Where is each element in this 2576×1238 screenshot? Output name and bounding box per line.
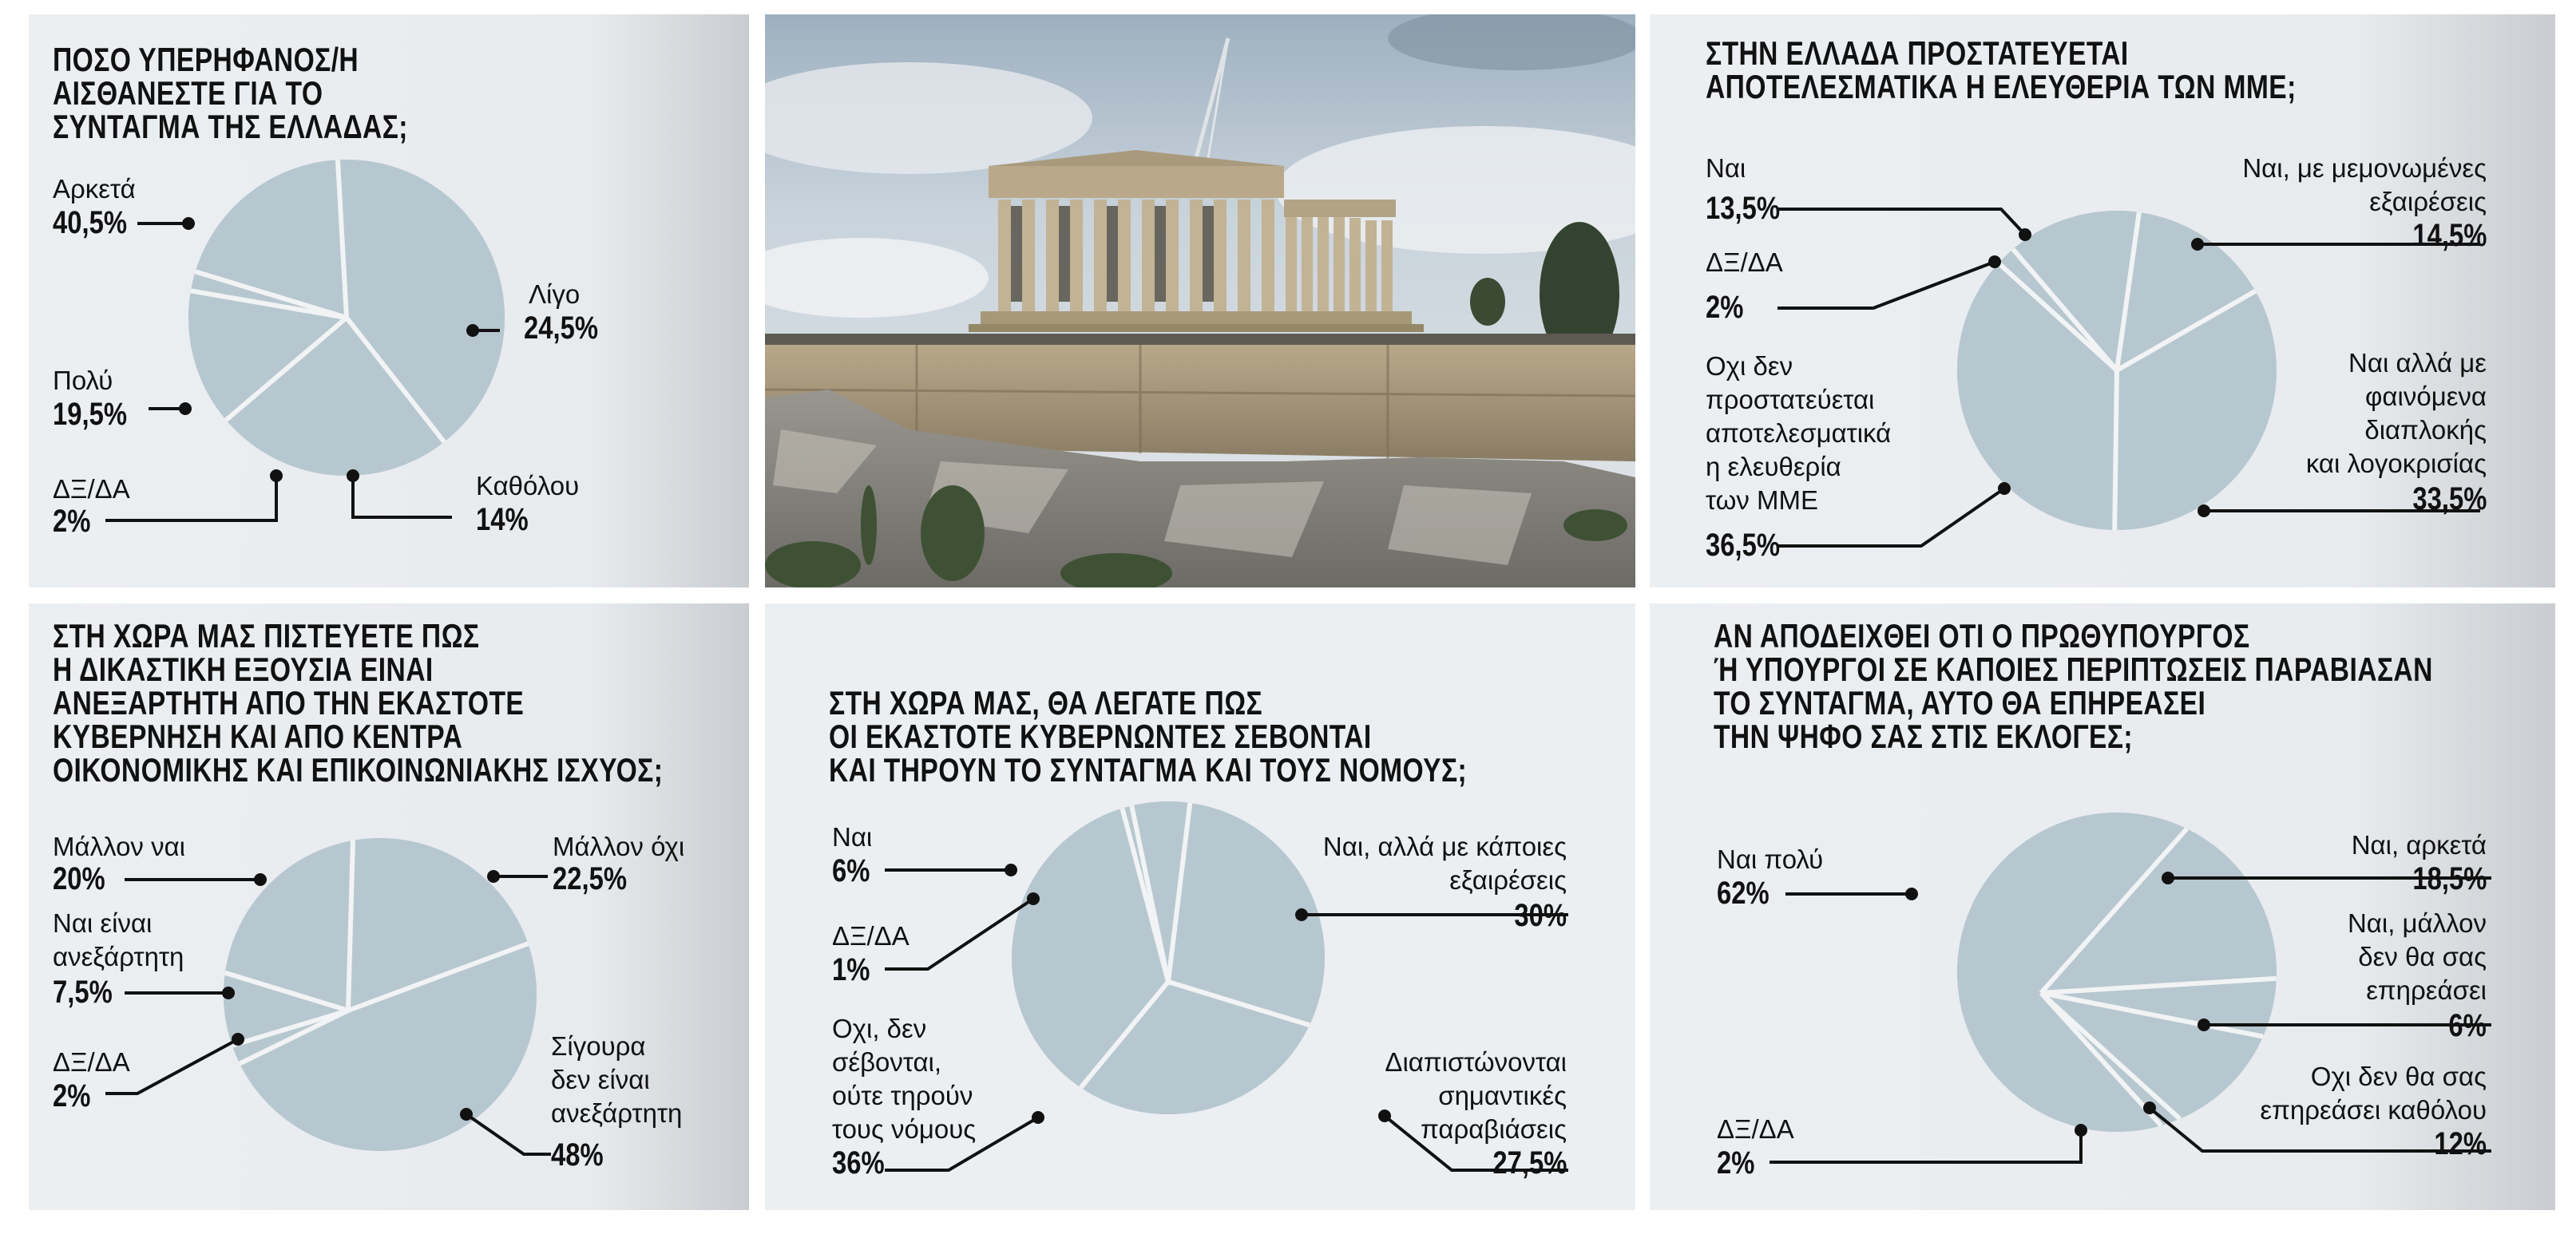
slice-label: ΔΞ/ΔΑ: [832, 921, 910, 951]
leader-dot: [1027, 892, 1040, 905]
slice-value: 62%: [1717, 876, 1770, 911]
leader-dot: [1295, 908, 1308, 921]
leader-line: [466, 1114, 551, 1154]
slice-value: 40,5%: [53, 205, 128, 240]
leader-dot: [2075, 1124, 2087, 1137]
slice-value: 13,5%: [1706, 191, 1781, 226]
chart-panel-vote-impact: [1650, 603, 2555, 1210]
slice-value: 48%: [551, 1137, 604, 1173]
slice-label: Ναι είναι ανεξάρτητη: [53, 908, 184, 971]
slice-value: 36,5%: [1706, 528, 1781, 563]
slice-label: Διαπιστώνονται σημαντικές παραβιάσεις: [1385, 1047, 1567, 1144]
slice-value: 24,5%: [524, 310, 599, 346]
leader-dot: [460, 1108, 473, 1121]
leader-dot: [2143, 1102, 2156, 1114]
leader-dot: [2019, 228, 2031, 241]
leader-dot: [1998, 482, 2011, 495]
slice-label: Αρκετά: [53, 174, 136, 204]
chart-title: ΣΤΗΝ ΕΛΛΑΔΑ ΠΡΟΣΤΑΤΕΥΕΤΑΙ ΑΠΟΤΕΛΕΣΜΑΤΙΚΑ Η ΕΛΕΥΘΕΡΙΑ ΤΩΝ ΜΜΕ;: [1706, 34, 2297, 105]
slice-value: 1%: [832, 952, 870, 987]
chart-panel-pride: [29, 14, 749, 587]
leader-dot: [2198, 1018, 2210, 1031]
chart-panel-media-freedom: [1650, 14, 2555, 587]
slice-value: 20%: [53, 861, 105, 896]
leader-line: [1777, 209, 2025, 235]
leader-dot: [1005, 864, 1017, 876]
slice-label: Μάλλον ναι: [53, 832, 185, 861]
leader-line: [353, 476, 452, 517]
slice-value: 2%: [53, 504, 91, 539]
leader-dot: [232, 1033, 244, 1046]
slice-value: 6%: [832, 853, 870, 888]
leader-dot: [1032, 1111, 1044, 1124]
leader-dot: [2198, 504, 2210, 517]
slice-value: 2%: [1717, 1145, 1755, 1181]
leader-dot: [347, 469, 359, 482]
slice-value: 14,5%: [2412, 218, 2487, 253]
slice-label: ΔΞ/ΔΑ: [1706, 247, 1783, 277]
slice-value: 22,5%: [553, 861, 628, 896]
slice-value: 12%: [2434, 1126, 2487, 1161]
leader-line: [105, 476, 276, 520]
slice-value: 27,5%: [1492, 1145, 1567, 1181]
slice-label: Οχι δεν προστατεύεται αποτελεσματικά η ελευθερία των ΜΜΕ: [1706, 351, 1892, 515]
slice-label: Καθόλου: [476, 471, 580, 500]
chart-title: ΣΤΗ ΧΩΡΑ ΜΑΣ, ΘΑ ΛΕΓΑΤΕ ΠΩΣ ΟΙ ΕΚΑΣΤΟΤΕ ΚΥΒΕΡΝΩΝΤΕΣ ΣΕΒΟΝΤΑΙ ΚΑΙ ΤΗΡΟΥΝ ΤΟ ΣΥΝΤΑΓΜΑ ΚΑΙ ΤΟΥΣ ΝΟΜΟΥΣ;: [829, 684, 1468, 789]
slice-label: Ναι: [1706, 153, 1746, 183]
slice-label: Ναι πολύ: [1717, 844, 1824, 874]
slice-label: ΔΞ/ΔΑ: [1717, 1114, 1794, 1144]
leader-dot: [2191, 238, 2204, 251]
leader-dot: [182, 217, 195, 230]
slice-label: Λίγο: [529, 279, 581, 309]
slice-label: Ναι, αλλά με κάποιες εξαιρέσεις: [1322, 832, 1567, 895]
leader-dot: [179, 402, 192, 415]
slice-label: Ναι αλλά με φαινόμενα διαπλοκής και λογοκρισίας: [2305, 348, 2487, 478]
slice-value: 33,5%: [2412, 481, 2487, 516]
leader-dot: [487, 870, 500, 883]
slice-label: ΔΞ/ΔΑ: [53, 1047, 130, 1077]
leader-dot: [1905, 888, 1918, 900]
slice-value: 2%: [1706, 290, 1744, 325]
slice-value: 14%: [476, 502, 529, 537]
slice-label: Μάλλον όχι: [553, 832, 685, 861]
slice-value: 7,5%: [53, 975, 113, 1010]
leader-line: [1770, 1130, 2081, 1162]
chart-title: ΑΝ ΑΠΟΔΕΙΧΘΕΙ ΟΤΙ Ο ΠΡΩΘΥΠΟΥΡΓΟΣ Ή ΥΠΟΥΡΓΟΙ ΣΕ ΚΑΠΟΙΕΣ ΠΕΡΙΠΤΩΣΕΙΣ ΠΑΡΑΒΙΑΣΑΝ ΤΟ ΣΥΝΤΑΓΜΑ, ΑΥΤΟ ΘΑ ΕΠΗΡΕΑΣΕΙ ΤΗΝ ΨΗΦΟ ΣΑΣ ΣΤΙΣ ΕΚΛΟΓΕΣ;: [1714, 617, 2433, 755]
chart-title: ΠΟΣΟ ΥΠΕΡΗΦΑΝΟΣ/Η ΑΙΣΘΑΝΕΣΤΕ ΓΙΑ ΤΟ ΣΥΝΤΑΓΜΑ ΤΗΣ ΕΛΛΑΔΑΣ;: [53, 41, 408, 145]
chart-panel-judiciary: [29, 603, 749, 1210]
chart-panel-constitution-respect: [765, 603, 1635, 1210]
slice-separator: [2114, 370, 2117, 530]
slice-label: Ναι, με μεμονωμένες εξαιρέσεις: [2242, 153, 2487, 216]
slice-label: Ναι: [832, 822, 873, 852]
leader-dot: [1988, 255, 2001, 268]
slice-label: ΔΞ/ΔΑ: [53, 474, 130, 504]
slice-value: 19,5%: [53, 397, 128, 432]
slice-value: 36%: [832, 1145, 885, 1181]
slice-value: 18,5%: [2412, 861, 2487, 896]
slice-label: Οχι, δεν σέβονται, ούτε τηρούν τους νόμους: [832, 1014, 977, 1144]
leader-dot: [2162, 872, 2174, 884]
leader-dot: [222, 987, 235, 999]
slice-label: Πολύ: [53, 366, 113, 395]
leader-line: [1777, 262, 1995, 308]
slice-value: 2%: [53, 1078, 91, 1113]
chart-title: ΣΤΗ ΧΩΡΑ ΜΑΣ ΠΙΣΤΕΥΕΤΕ ΠΩΣ Η ΔΙΚΑΣΤΙΚΗ ΕΞΟΥΣΙΑ ΕΙΝΑΙ ΑΝΕΞΑΡΤΗΤΗ ΑΠΟ ΤΗΝ ΕΚΑΣΤΟΤΕ ΚΥΒΕΡΝΗΣΗ ΚΑΙ ΑΠΟ ΚΕΝΤΡΑ ΟΙΚΟΝΟΜΙΚΗΣ ΚΑΙ ΕΠΙΚΟΙΝΩΝΙΑΚΗΣ ΙΣΧΥΟΣ;: [53, 617, 664, 789]
leader-dot: [270, 469, 283, 482]
slice-label: Ναι, αρκετά: [2351, 830, 2487, 860]
leader-dot: [254, 873, 267, 886]
slice-label: Ναι, μάλλον δεν θα σας επηρεάσει: [2347, 908, 2487, 1005]
slice-label: Οχι δεν θα σας επηρεάσει καθόλου: [2260, 1062, 2487, 1125]
leader-dot: [466, 324, 479, 337]
parthenon-photo: [765, 14, 1635, 587]
slice-label: Σίγουρα δεν είναι ανεξάρτητη: [551, 1031, 683, 1128]
slice-value: 30%: [1514, 898, 1567, 933]
slice-value: 6%: [2448, 1008, 2487, 1043]
